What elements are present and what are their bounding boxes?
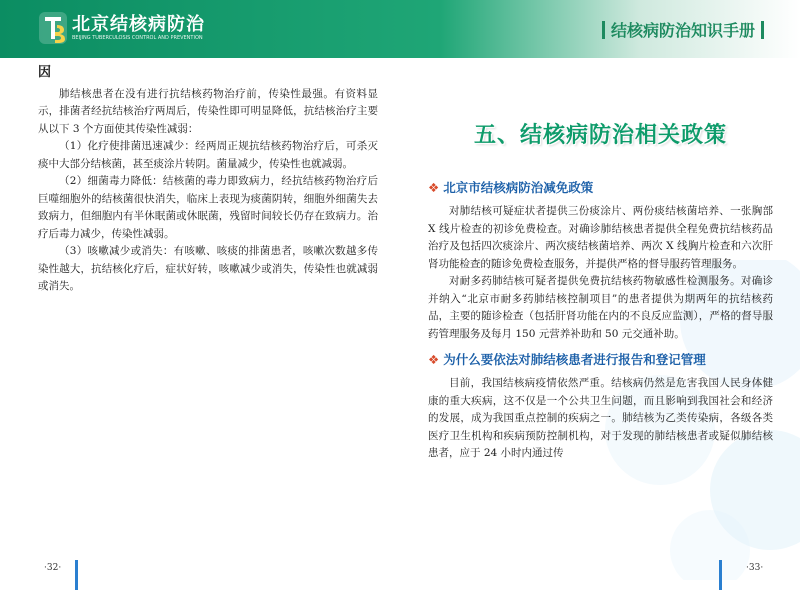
org-subtitle: BEIJING TUBERCULOSIS CONTROL AND PREVENTION — [72, 35, 203, 41]
diamond-bullet-icon: ❖ — [428, 180, 440, 195]
footer-accent-left — [75, 560, 78, 590]
title-bar-right — [761, 21, 764, 39]
org-name: 北京结核病防治 — [72, 14, 205, 35]
paragraph: 肺结核患者在没有进行抗结核药物治疗前，传染性最强。有资料显示，排菌者经抗结核治疗两周后，传染性即可明显降低，抗结核治疗主要从以下 3 个方面使其传染性减弱： — [38, 87, 378, 135]
left-page-body — [38, 64, 378, 296]
footer-accent-right — [719, 560, 722, 590]
manual-title-text: 结核病防治知识手册 — [610, 21, 755, 40]
chapter-title: 五、结核病防治相关政策 — [474, 123, 728, 148]
page-number-left: ·32· — [44, 563, 62, 573]
page-header — [0, 0, 800, 58]
paragraph: （2）细菌毒力降低：结核菌的毒力即致病力，经抗结核药物治疗后巨噬细胞外的结核菌很快消失，临床上表现为痰菌阴转，细胞外细菌失去致病力，但细胞内有半休眠菌或休眠菌，残留时间较长仍存在致病力。治疗后毒力减少，传染性减弱。 — [38, 175, 378, 240]
paragraph: （1）化疗使排菌迅速减少：经两周正规抗结核药物治疗后，可杀灭痰中大部分结核菌，甚至痰涂片转阴。菌量减少，传染性也就减弱。 — [38, 140, 378, 170]
title-bar-left — [602, 21, 605, 39]
paragraph: （3）咳嗽减少或消失：有咳嗽、咳痰的排菌患者，咳嗽次数越多传染性越大，抗结核化疗后，症状好转，咳嗽减少或消失，传染性也就减弱或消失。 — [38, 245, 378, 292]
paragraph: 目前，我国结核病疫情依然严重。结核病仍然是危害我国人民身体健康的重大疾病，这不仅是一个公共卫生问题，而且影响到我国社会和经济的发展，成为我国重点控制的疾病之一。肺结核为乙类传染病，各级各类医疗卫生机构和疾病预防控制机构，对于发现的肺结核患者或疑似肺结核患者，应于 24 小时内通过传 — [428, 377, 773, 459]
section-heading — [428, 349, 773, 371]
manual-title — [596, 18, 770, 41]
section-title: 为什么要依法对肺结核患者进行报告和登记管理 — [443, 352, 706, 367]
tb-logo-icon — [38, 11, 68, 45]
page-number-right: ·33· — [746, 563, 764, 573]
right-page-body — [428, 175, 773, 463]
section-title: 北京市结核病防治减免政策 — [443, 180, 594, 195]
paragraph: 对肺结核可疑症状者提供三份痰涂片、两份痰结核菌培养、一张胸部 X 线片检查的初诊免费检查。对确诊肺结核患者提供全程免费抗结核药品治疗及包括四次痰涂片、两次痰结核菌培养、两次 X 线胸片检查和六次肝肾功能检查的随诊免费检查服务，并提供严格的督导服药管理服务。 — [428, 205, 773, 270]
left-page-heading: 因 — [38, 65, 52, 80]
diamond-bullet-icon: ❖ — [428, 352, 440, 367]
paragraph: 对耐多药肺结核可疑者提供免费抗结核药物敏感性检测服务。对确诊并纳入“北京市耐多药肺结核控制项目”的患者提供为期两年的抗结核药品，主要的随诊检查（包括肝肾功能在内的不良反应监测），严格的督导服药管理服务及每月 150 元营养补助和 50 元交通补助。 — [428, 275, 773, 340]
section-heading — [428, 177, 773, 199]
